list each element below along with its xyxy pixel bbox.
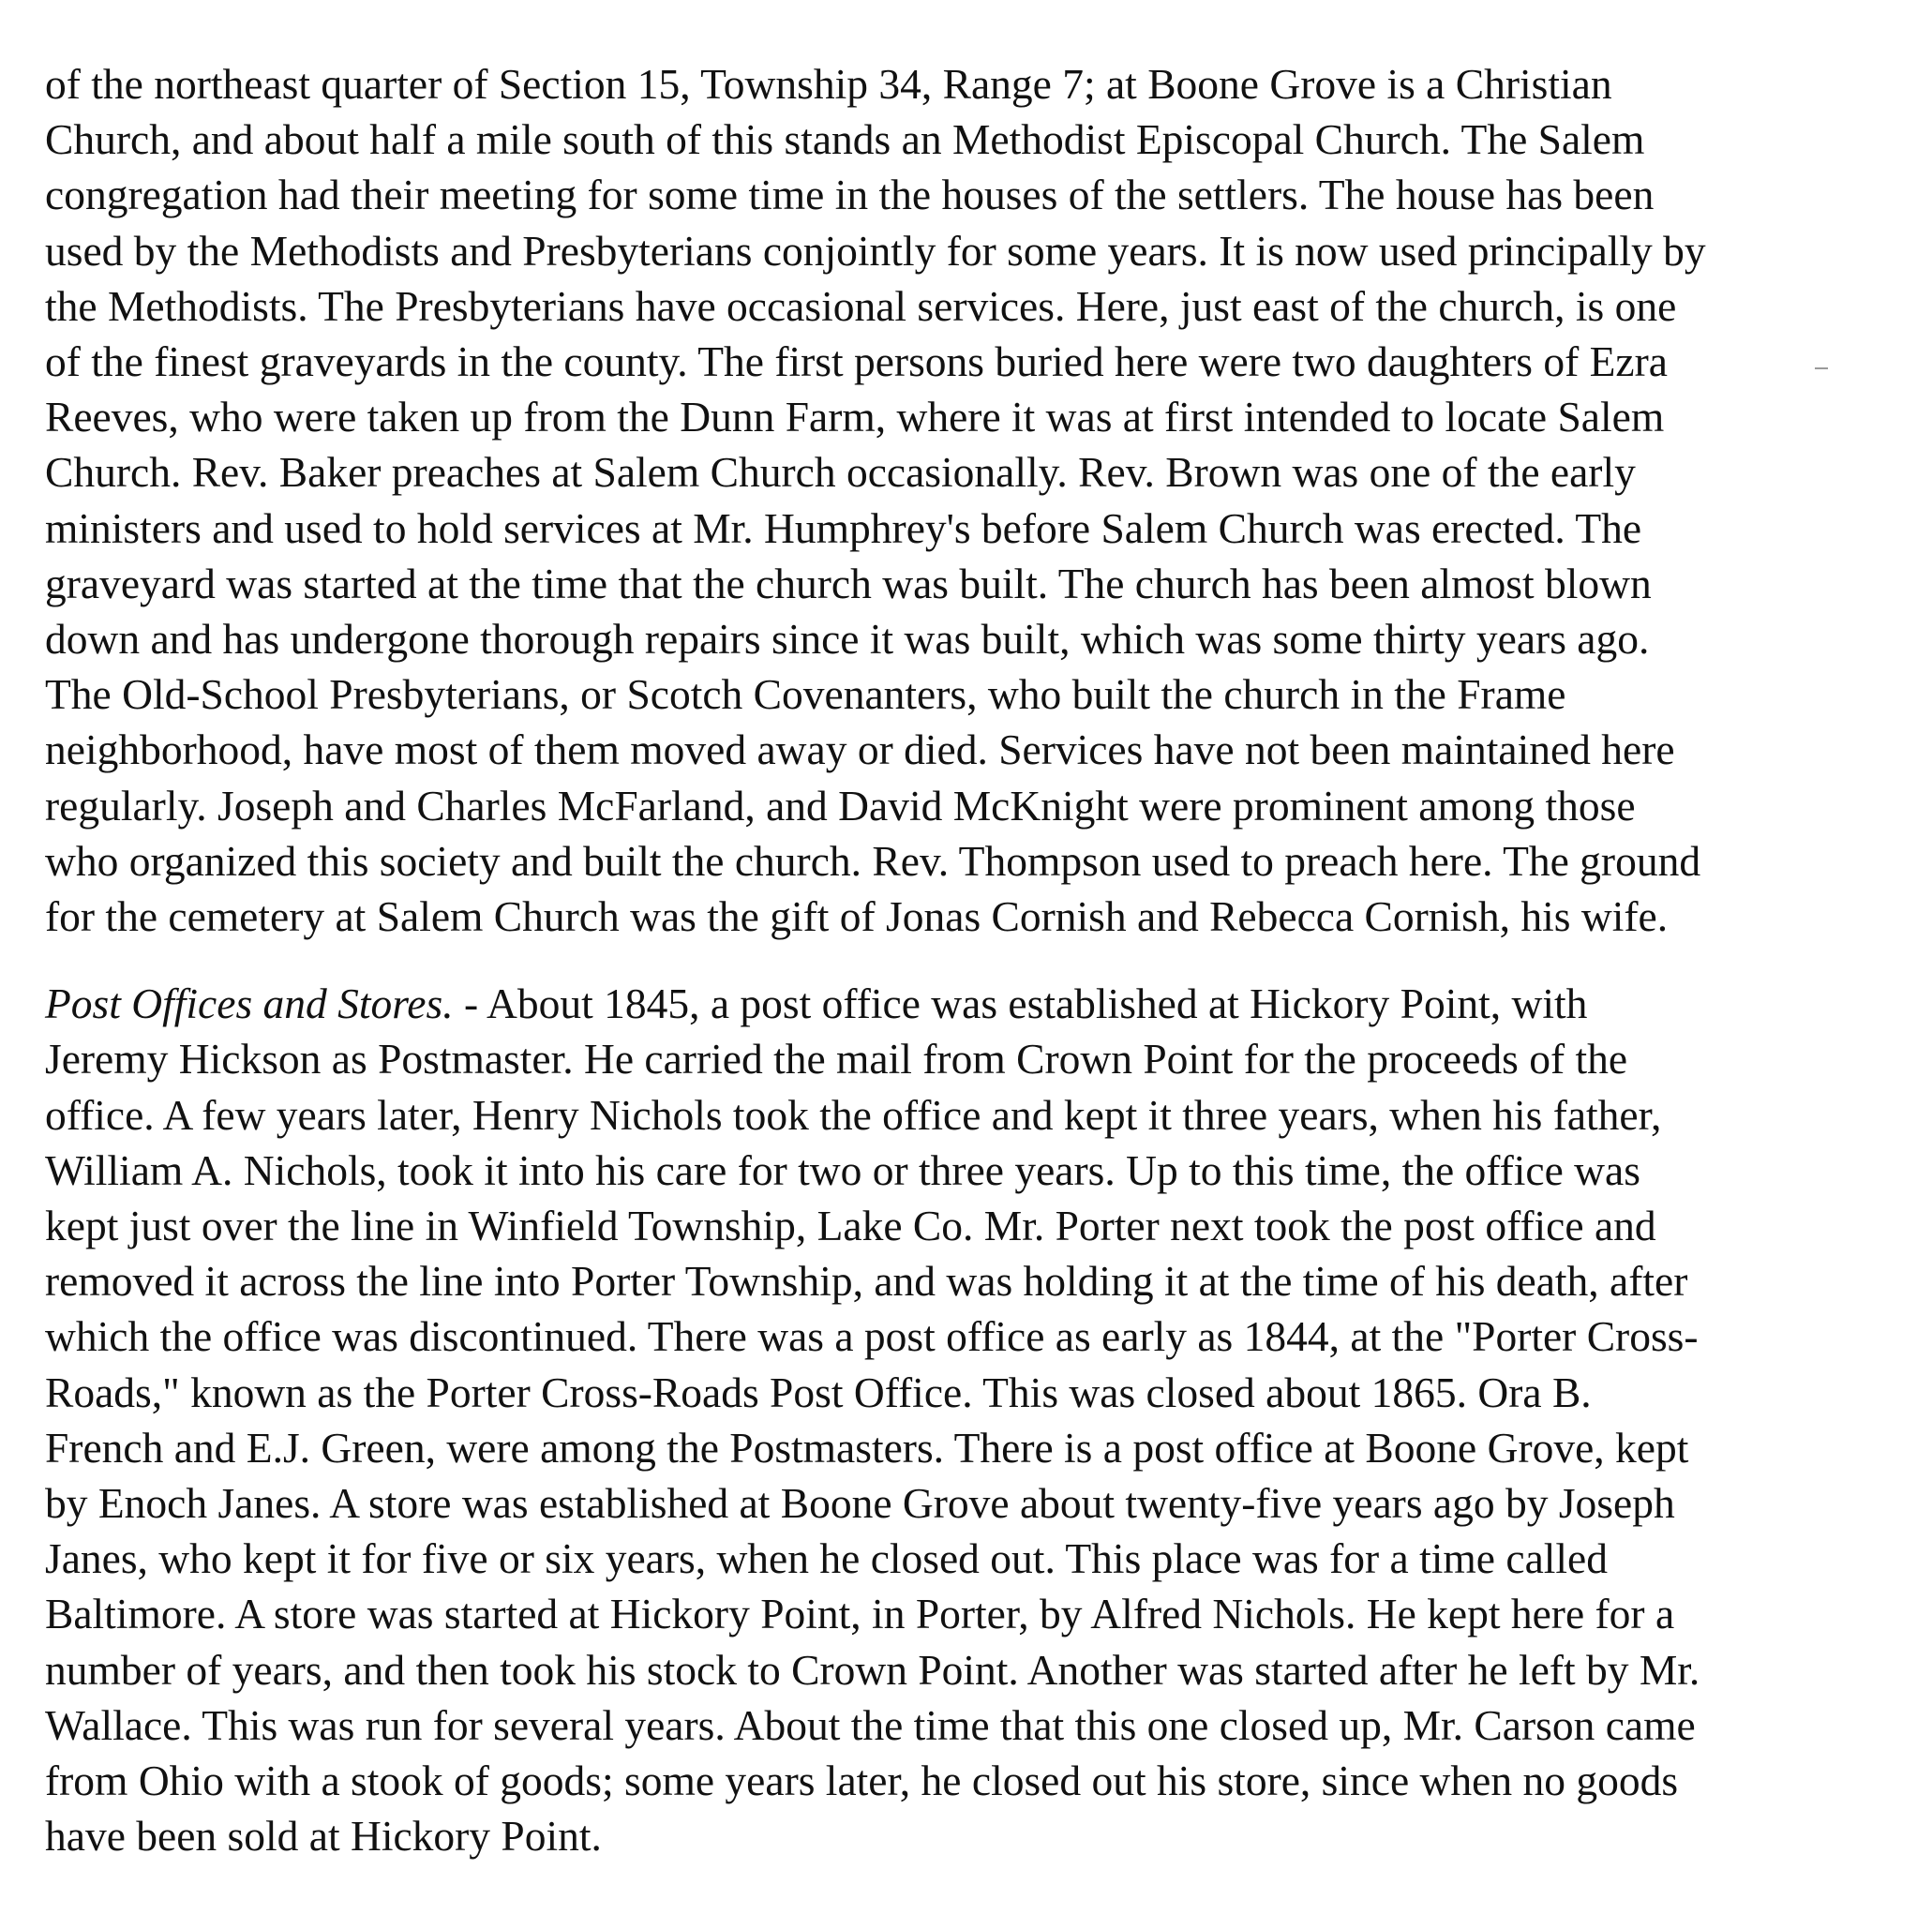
text-line: Janes, who kept it for five or six years, when he closed out. This place was for a time called: [45, 1534, 1608, 1583]
text-line: from Ohio with a stook of goods; some years later, he closed out his store, since when no goods: [45, 1757, 1679, 1805]
scan-mark: [1815, 367, 1828, 369]
paragraph-salem-church: [45, 56, 1892, 944]
section-heading: Post Offices and Stores.: [45, 979, 454, 1028]
text-line: office. A few years later, Henry Nichols took the office and kept it three years, when his father,: [45, 1090, 1662, 1139]
text-line: who organized this society and built the church. Rev. Thompson used to preach here. The ground: [45, 836, 1701, 885]
text-line: number of years, and then took his stock to Crown Point. Another was started after he left by Mr.: [45, 1645, 1700, 1694]
text-line: neighborhood, have most of them moved away or died. Services have not been maintained here: [45, 725, 1675, 774]
text-line: Church, and about half a mile south of this stands an Methodist Episcopal Church. The Salem: [45, 115, 1645, 164]
text-line: Reeves, who were taken up from the Dunn Farm, where it was at first intended to locate Salem: [45, 393, 1665, 441]
text-line: graveyard was started at the time that the church was built. The church has been almost blown: [45, 559, 1652, 607]
text-line: regularly. Joseph and Charles McFarland, and David McKnight were prominent among those: [45, 781, 1636, 830]
text-line: ministers and used to hold services at Mr. Humphrey's before Salem Church was erected. The: [45, 503, 1642, 552]
text-line: The Old-School Presbyterians, or Scotch Covenanters, who built the church in the Frame: [45, 670, 1566, 719]
text-line: Wallace. This was run for several years. About the time that this one closed up, Mr. Carson came: [45, 1700, 1696, 1749]
section-heading-continuation: - About 1845, a post office was established at Hickory Point, with: [453, 979, 1588, 1028]
text-line: removed it across the line into Porter Township, and was holding it at the time of his death, after: [45, 1257, 1688, 1306]
text-line: by Enoch Janes. A store was established at Boone Grove about twenty-five years ago by Joseph: [45, 1479, 1675, 1528]
document-page: [45, 56, 1892, 1864]
text-line: Jeremy Hickson as Postmaster. He carried the mail from Crown Point for the proceeds of the: [45, 1035, 1628, 1084]
text-line: [45, 976, 1892, 1031]
text-line: Church. Rev. Baker preaches at Salem Church occasionally. Rev. Brown was one of the early: [45, 448, 1636, 497]
text-line: down and has undergone thorough repairs since it was built, which was some thirty years ago.: [45, 615, 1650, 664]
text-line: of the finest graveyards in the county. The first persons buried here were two daughters of Ezra: [45, 337, 1668, 386]
text-line: kept just over the line in Winfield Township, Lake Co. Mr. Porter next took the post office and: [45, 1202, 1656, 1250]
paragraph-post-offices-and-stores: [45, 976, 1892, 1863]
text-line: of the northeast quarter of Section 15, Township 34, Range 7; at Boone Grove is a Christian: [45, 60, 1612, 108]
text-line: have been sold at Hickory Point.: [45, 1812, 602, 1861]
text-line: French and E.J. Green, were among the Postmasters. There is a post office at Boone Grove, kept: [45, 1423, 1689, 1472]
paragraph-spacer: [45, 944, 1892, 976]
text-line: William A. Nichols, took it into his care for two or three years. Up to this time, the office was: [45, 1145, 1640, 1194]
text-line: Roads," known as the Porter Cross-Roads Post Office. This was closed about 1865. Ora B.: [45, 1368, 1592, 1416]
text-line: congregation had their meeting for some time in the houses of the settlers. The house has been: [45, 171, 1655, 219]
text-line: for the cemetery at Salem Church was the gift of Jonas Cornish and Rebecca Cornish, his wife.: [45, 892, 1669, 941]
text-line: used by the Methodists and Presbyterians conjointly for some years. It is now used principally by: [45, 226, 1706, 275]
text-line: the Methodists. The Presbyterians have occasional services. Here, just east of the church, is one: [45, 281, 1677, 330]
text-line: which the office was discontinued. There was a post office as early as 1844, at the "Porter Cross-: [45, 1312, 1699, 1361]
text-line: Baltimore. A store was started at Hickory Point, in Porter, by Alfred Nichols. He kept here for a: [45, 1590, 1675, 1638]
